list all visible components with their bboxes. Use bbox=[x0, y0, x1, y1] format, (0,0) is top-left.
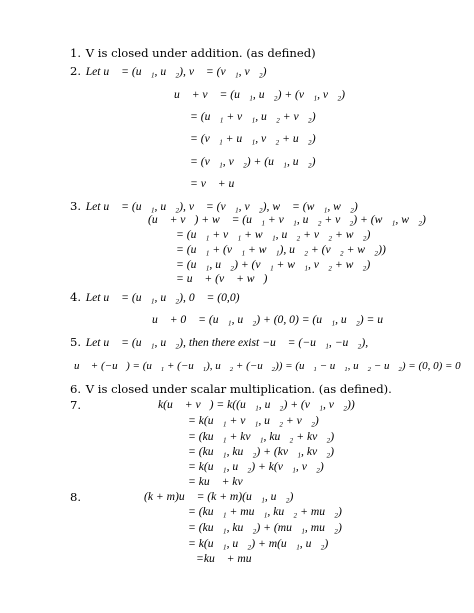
equation-line: u⃗ + v⃗ = (u⃗₁, u⃗₂) + (v⃗₁, v⃗₂) bbox=[174, 88, 345, 101]
equation-line: = (v⃗₁ + u⃗₁, v⃗₂ + u⃗₂) bbox=[190, 132, 316, 145]
item-number: 7. bbox=[70, 398, 82, 412]
equation-line: = k(u⃗₁, u⃗₂) + k(v⃗₁, v⃗₂) bbox=[188, 460, 324, 473]
equation-line: = (u⃗₁ + v⃗₁ + w⃗₁, u⃗₂ + v⃗₂ + w⃗₂) bbox=[176, 228, 371, 241]
item-text: Let u⃗ = (u⃗₁, u⃗₂), then there exist −u⃗ = (−u⃗₁, −u⃗₂), bbox=[85, 336, 369, 349]
item-number: 4. bbox=[70, 290, 82, 304]
equation-line: = ku⃗ + kv⃗ bbox=[188, 475, 252, 488]
item-text: Let u⃗ = (u⃗₁, u⃗₂), v⃗ = (v⃗₁, v⃗₂) bbox=[85, 65, 267, 78]
item-7 bbox=[70, 398, 82, 412]
equation-line: (u⃗ + v⃗) + w⃗ = (u⃗₁ + v⃗₁, u⃗₂ + v⃗₂) + (w⃗₁, w⃗₂) bbox=[148, 213, 426, 226]
equation-line: = (u⃗₁ + (v⃗₁ + w⃗₁), u⃗₂ + (v⃗₂ + w⃗₂)) bbox=[176, 243, 386, 256]
item-number: 3. bbox=[70, 199, 82, 213]
equation-line: =ku⃗ + mu⃗ bbox=[196, 552, 261, 565]
item-6 bbox=[70, 382, 392, 396]
item-5 bbox=[70, 335, 368, 350]
equation-line: = (v⃗₁, v⃗₂) + (u⃗₁, u⃗₂) bbox=[190, 155, 316, 168]
equation-line: = v⃗ + u⃗ bbox=[190, 177, 244, 190]
equation-line: = (u⃗₁, u⃗₂) + (v⃗₁ + w⃗₁, v⃗₂ + w⃗₂) bbox=[176, 258, 371, 271]
item-4 bbox=[70, 290, 240, 305]
item-2 bbox=[70, 64, 267, 79]
equation-line: (k + m)u⃗ = (k + m)(u⃗₁, u⃗₂) bbox=[144, 490, 294, 503]
item-number: 5. bbox=[70, 335, 82, 349]
equation-line: k(u⃗ + v⃗) = k((u⃗₁, u⃗₂) + (v⃗₁, v⃗₂)) bbox=[158, 398, 355, 411]
equation-line: = u⃗ + (v⃗ + w⃗) bbox=[176, 272, 268, 285]
item-text: Let u⃗ = (u⃗₁, u⃗₂), 0⃗ = (0,0) bbox=[85, 291, 240, 304]
item-number: 1. bbox=[70, 46, 82, 60]
item-1 bbox=[70, 46, 316, 60]
equation-line: = (u⃗₁ + v⃗₁, u⃗₂ + v⃗₂) bbox=[190, 110, 316, 123]
equation-line: = (ku⃗₁, ku⃗₂) + (kv⃗₁, kv⃗₂) bbox=[188, 445, 335, 458]
equation-line: = k(u⃗₁ + v⃗₁, u⃗₂ + v⃗₂) bbox=[188, 414, 319, 427]
equation-line: = k(u⃗₁, u⃗₂) + m(u⃗₁, u⃗₂) bbox=[188, 537, 329, 550]
equation-line: u⃗ + 0⃗ = (u⃗₁, u⃗₂) + (0, 0) = (u⃗₁, u⃗₂) = u⃗ bbox=[152, 313, 393, 326]
item-number: 2. bbox=[70, 64, 82, 78]
item-text: V is closed under addition. (as defined) bbox=[85, 46, 316, 60]
item-text: V is closed under scalar multiplication. (as defined). bbox=[85, 382, 392, 396]
item-number: 8. bbox=[70, 490, 82, 504]
equation-line: = (ku⃗₁, ku⃗₂) + (mu⃗₁, mu⃗₂) bbox=[188, 521, 342, 534]
item-3 bbox=[70, 199, 358, 214]
item-8 bbox=[70, 490, 82, 504]
equation-line: = (ku⃗₁ + kv⃗₁, ku⃗₂ + kv⃗₂) bbox=[188, 430, 335, 443]
equation-line: = (ku⃗₁ + mu⃗₁, ku⃗₂ + mu⃗₂) bbox=[188, 505, 342, 518]
equation-line: u⃗ + (−u⃗) = (u⃗₁ + (−u⃗₁), u⃗₂ + (−u⃗₂)) = (u⃗₁ − u⃗₁, u⃗₂ − u⃗₂) = (0, 0) = 0⃗ bbox=[74, 360, 470, 372]
item-number: 6. bbox=[70, 382, 82, 396]
item-text: Let u⃗ = (u⃗₁, u⃗₂), v⃗ = (v⃗₁, v⃗₂), w⃗ = (w⃗₁, w⃗₂) bbox=[85, 200, 358, 213]
